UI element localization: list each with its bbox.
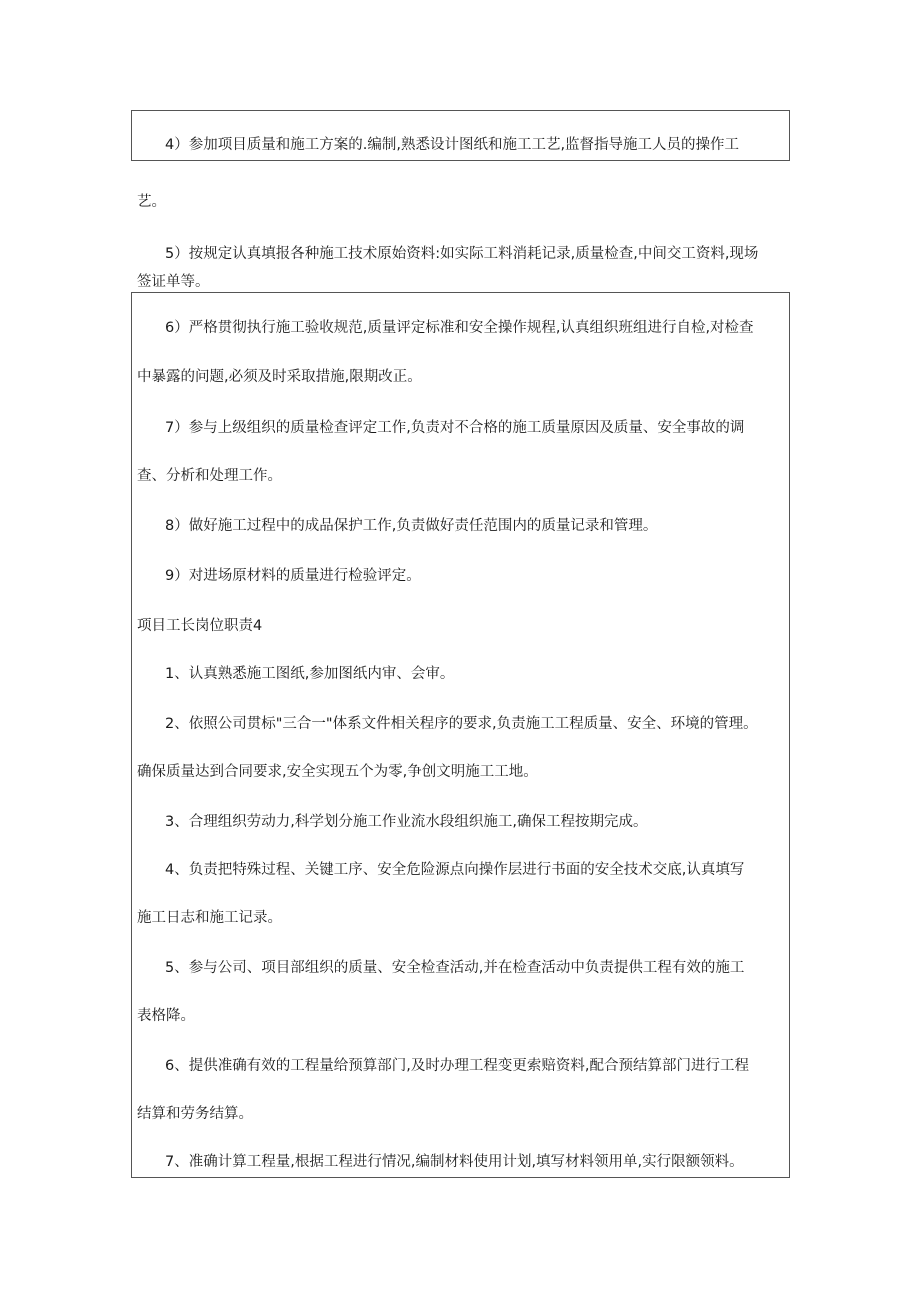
text-line: 8）做好施工过程中的成品保护工作,负责做好责任范围内的质量记录和管理。 <box>165 518 658 534</box>
text-line: 确保质量达到合同要求,安全实现五个为零,争创文明施工工地。 <box>137 764 538 780</box>
text-line: 3、合理组织劳动力,科学划分施工作业流水段组织施工,确保工程按期完成。 <box>165 814 648 830</box>
text-line: 施工日志和施工记录。 <box>137 910 282 926</box>
text-line: 表格降。 <box>137 1008 195 1024</box>
text-line: 签证单等。 <box>137 274 210 290</box>
text-line: 9）对进场原材料的质量进行检验评定。 <box>165 568 421 584</box>
text-line: 4）参加项目质量和施工方案的.编制,熟悉设计图纸和施工工艺,监督指导施工人员的操作工 <box>165 137 740 153</box>
text-line: 6）严格贯彻执行施工验收规范,质量评定标准和安全操作规程,认真组织班组进行自检,对检查 <box>165 320 754 336</box>
text-line: 6、提供准确有效的工程量给预算部门,及时办理工程变更索赔资料,配合预结算部门进行工程 <box>165 1058 749 1074</box>
text-line: 1、认真熟悉施工图纸,参加图纸内审、会审。 <box>165 666 455 682</box>
text-line: 4、负责把特殊过程、关键工序、安全危险源点向操作层进行书面的安全技术交底,认真填写 <box>165 862 745 878</box>
text-line: 艺。 <box>137 194 166 210</box>
text-line: 7、准确计算工程量,根据工程进行情况,编制材料使用计划,填写材料领用单,实行限额领料。 <box>165 1154 744 1170</box>
text-line: 7）参与上级组织的质量检查评定工作,负责对不合格的施工质量原因及质量、安全事故的调 <box>165 420 745 436</box>
text-line: 5、参与公司、项目部组织的质量、安全检查活动,并在检查活动中负责提供工程有效的施工 <box>165 960 745 976</box>
text-line: 查、分析和处理工作。 <box>137 468 282 484</box>
text-line: 中暴露的问题,必须及时采取措施,限期改正。 <box>137 369 422 385</box>
text-line: 5）按规定认真填报各种施工技术原始资料:如实际工料消耗记录,质量检查,中间交工资料,现场 <box>165 246 759 262</box>
text-line: 结算和劳务结算。 <box>137 1106 253 1122</box>
section-heading: 项目工长岗位职责4 <box>137 618 263 634</box>
text-line: 2、依照公司贯标"三合一"体系文件相关程序的要求,负责施工工程质量、安全、环境的管理。 <box>165 716 758 732</box>
